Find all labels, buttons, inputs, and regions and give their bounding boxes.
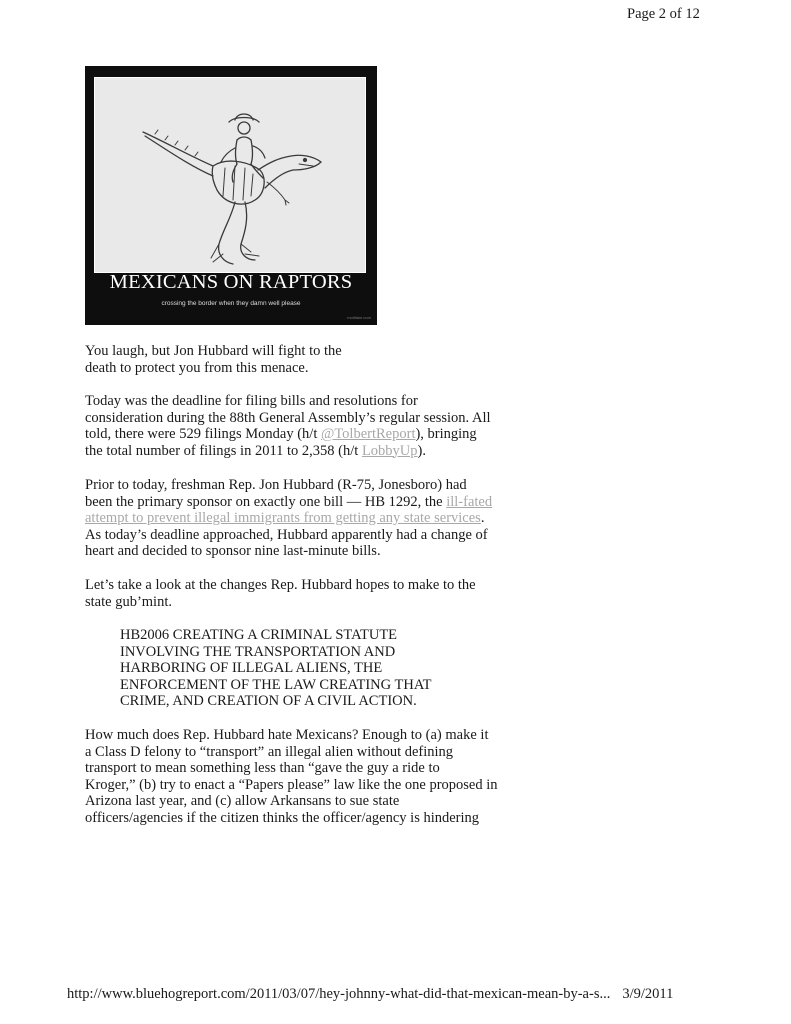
text-line: Today was the deadline for filing bills and resolutions for bbox=[85, 393, 418, 409]
poster-tagline: crossing the border when they damn well please bbox=[161, 300, 301, 307]
quote-line: HB2006 CREATING A CRIMINAL STATUTE bbox=[120, 627, 398, 643]
text-line: a Class D felony to “transport” an illegal alien without defining bbox=[85, 743, 454, 760]
text-line: Arizona last year, and (c) allow Arkansans to sue state bbox=[85, 793, 400, 809]
text-span: ). bbox=[417, 442, 427, 459]
text-line bbox=[85, 494, 535, 511]
text-line: Kroger,” (b) try to enact a “Papers please” law like the one proposed in bbox=[85, 776, 498, 793]
quote-line: HARBORING OF ILLEGAL ALIENS, THE bbox=[120, 660, 383, 676]
bill-quote bbox=[120, 627, 520, 710]
text-line: death to protect you from this menace. bbox=[85, 359, 309, 376]
text-span: ), bringing bbox=[415, 426, 477, 442]
poster-credit: motifake.com bbox=[347, 315, 371, 320]
text-line: As today’s deadline approached, Hubbard apparently had a change of bbox=[85, 526, 488, 543]
text-span: the total number of filings in 2011 to 2,358 (h/t bbox=[85, 442, 362, 459]
text-span: been the primary sponsor on exactly one bill — HB 1292, the bbox=[85, 493, 447, 510]
text-line: state gub’mint. bbox=[85, 593, 172, 610]
paragraph-deadline bbox=[85, 393, 535, 459]
text-line bbox=[85, 426, 535, 443]
poster-title: MEXICANS ON RAPTORS bbox=[109, 271, 353, 293]
text-line: You laugh, but Jon Hubbard will fight to the bbox=[85, 343, 342, 359]
paragraph-changes bbox=[85, 577, 535, 610]
quote-line: INVOLVING THE TRANSPORTATION AND bbox=[120, 643, 396, 660]
paragraph-sponsor bbox=[85, 477, 535, 560]
paragraph-analysis bbox=[85, 727, 535, 826]
text-line: officers/agencies if the citizen thinks the officer/agency is hindering bbox=[85, 809, 480, 826]
quote-line: CRIME, AND CREATION OF A CIVIL ACTION. bbox=[120, 693, 417, 709]
text-line: Prior to today, freshman Rep. Jon Hubbard (R-75, Jonesboro) had bbox=[85, 477, 467, 493]
text-span: . bbox=[480, 510, 485, 526]
tolbert-report-link[interactable]: @TolbertReport bbox=[320, 426, 416, 442]
page-number: Page 2 of 12 bbox=[627, 6, 700, 22]
lobbyup-link[interactable]: LobbyUp bbox=[361, 442, 418, 459]
text-line bbox=[85, 510, 535, 527]
text-line bbox=[85, 443, 535, 460]
text-line: heart and decided to sponsor nine last-minute bills. bbox=[85, 543, 381, 559]
text-line: transport to mean something less than “gave the guy a ride to bbox=[85, 760, 440, 776]
page-footer bbox=[67, 986, 673, 1003]
text-span: told, there were 529 filings Monday (h/t bbox=[85, 426, 321, 442]
quote-line: ENFORCEMENT OF THE LAW CREATING THAT bbox=[120, 676, 432, 693]
paragraph-intro bbox=[85, 343, 535, 376]
poster-illustration bbox=[94, 77, 366, 273]
text-line: How much does Rep. Hubbard hate Mexicans? Enough to (a) make it bbox=[85, 727, 489, 743]
text-line: Let’s take a look at the changes Rep. Hubbard hopes to make to the bbox=[85, 577, 476, 593]
text-line: consideration during the 88th General Assembly’s regular session. All bbox=[85, 409, 491, 426]
footer-url: http://www.bluehogreport.com/2011/03/07/hey-johnny-what-did-that-mexican-mean-by-a-s... bbox=[67, 986, 611, 1002]
raptor-rider-drawing bbox=[95, 78, 366, 273]
ill-fated-link-continued[interactable]: attempt to prevent illegal immigrants from getting any state services bbox=[85, 510, 481, 526]
poster-image bbox=[85, 66, 377, 325]
footer-date: 3/9/2011 bbox=[622, 986, 674, 1002]
ill-fated-link[interactable]: ill-fated bbox=[446, 493, 493, 510]
